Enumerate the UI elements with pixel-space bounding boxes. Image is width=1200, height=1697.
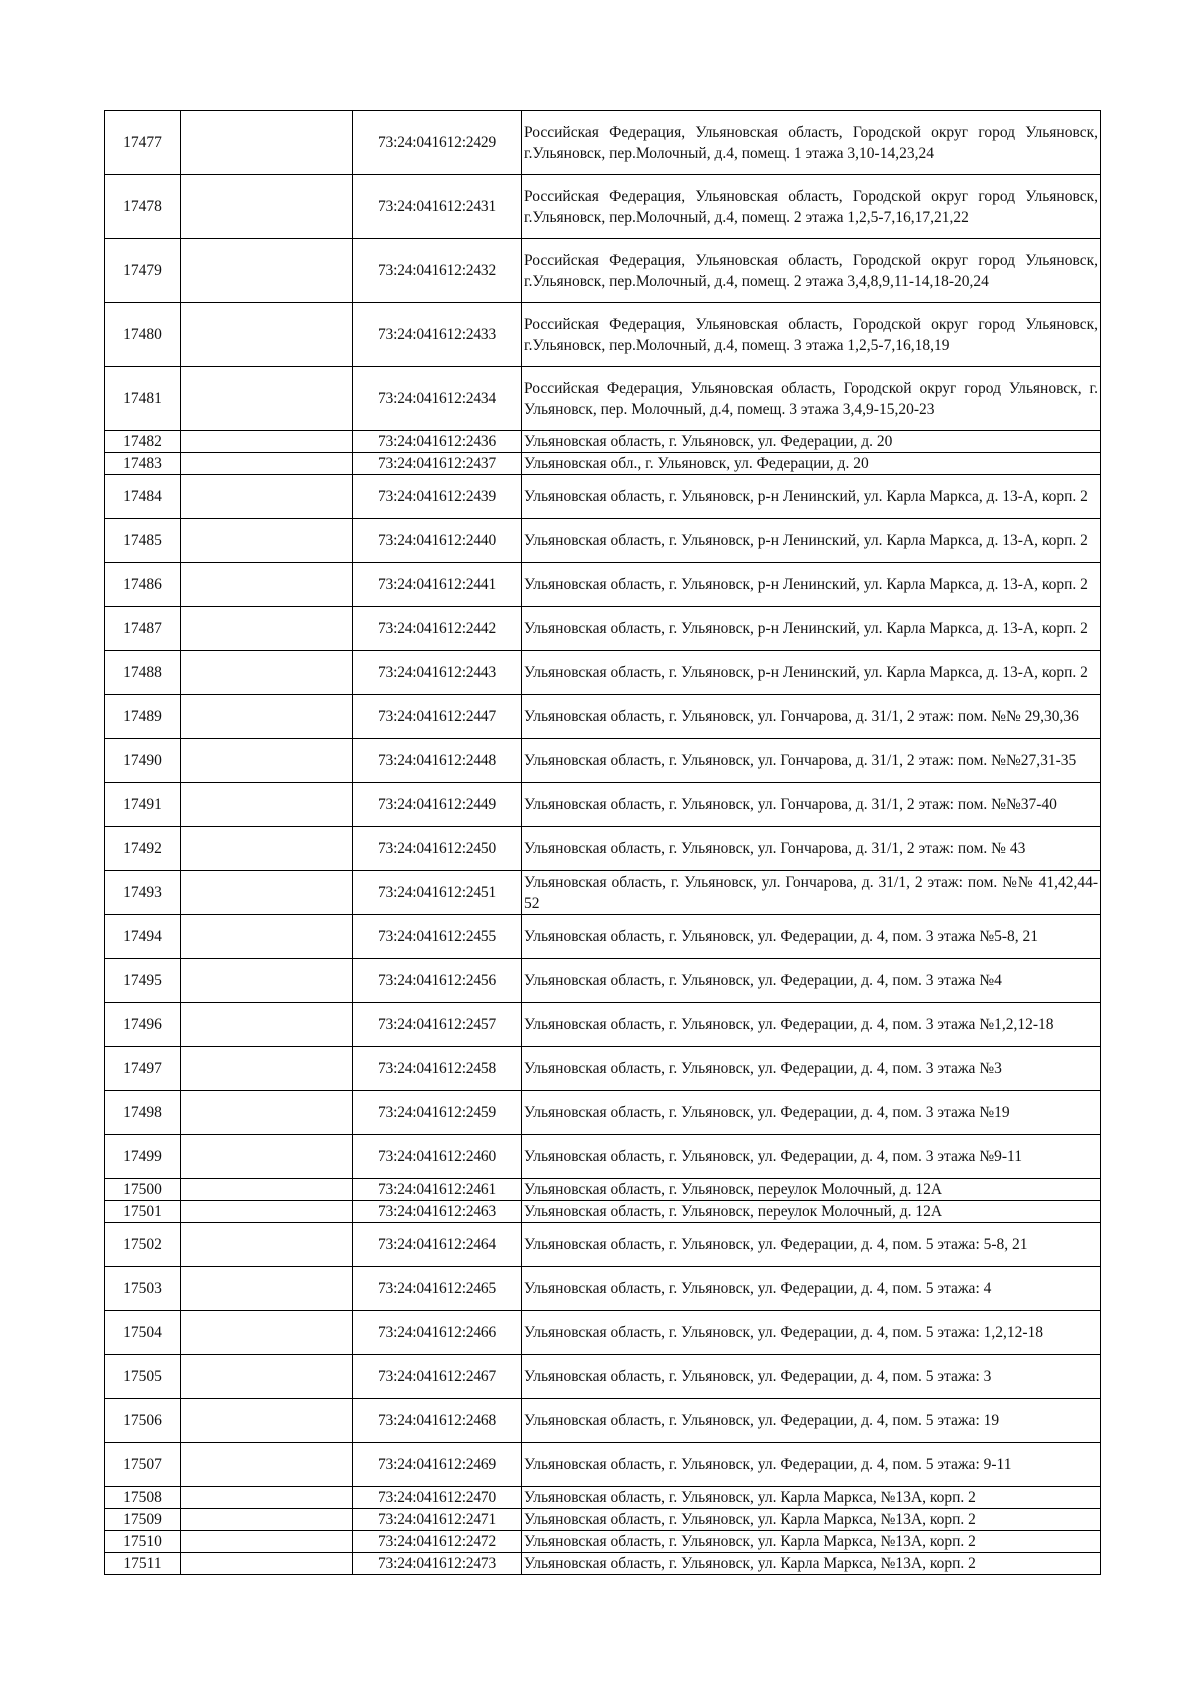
address-cell: Ульяновская область, г. Ульяновск, ул. Федерации, д. 4, пом. 5 этажа: 5-8, 21 — [522, 1223, 1101, 1267]
empty-cell — [181, 1201, 353, 1223]
empty-cell — [181, 1179, 353, 1201]
empty-cell — [181, 367, 353, 431]
table-row — [105, 1223, 1101, 1267]
table-row — [105, 239, 1101, 303]
address-cell: Ульяновская область, г. Ульяновск, ул. Гончарова, д. 31/1, 2 этаж: пом. №№ 29,30,36 — [522, 695, 1101, 739]
cadastral-number-cell: 73:24:041612:2459 — [353, 1091, 522, 1135]
address-cell: Ульяновская область, г. Ульяновск, ул. Гончарова, д. 31/1, 2 этаж: пом. №№27,31-35 — [522, 739, 1101, 783]
row-number-cell: 17508 — [105, 1487, 181, 1509]
row-number-cell: 17491 — [105, 783, 181, 827]
cadastral-number-cell: 73:24:041612:2437 — [353, 453, 522, 475]
table-row — [105, 1311, 1101, 1355]
cadastral-number-cell: 73:24:041612:2436 — [353, 431, 522, 453]
empty-cell — [181, 783, 353, 827]
address-cell: Ульяновская область, г. Ульяновск, ул. Гончарова, д. 31/1, 2 этаж: пом. №№ 41,42,44-52 — [522, 871, 1101, 915]
cadastral-number-cell: 73:24:041612:2450 — [353, 827, 522, 871]
cadastral-number-cell: 73:24:041612:2461 — [353, 1179, 522, 1201]
address-cell: Ульяновская область, г. Ульяновск, ул. Федерации, д. 4, пом. 3 этажа №9-11 — [522, 1135, 1101, 1179]
table-row — [105, 827, 1101, 871]
cadastral-number-cell: 73:24:041612:2467 — [353, 1355, 522, 1399]
cadastral-number-cell: 73:24:041612:2443 — [353, 651, 522, 695]
empty-cell — [181, 1487, 353, 1509]
table-row — [105, 475, 1101, 519]
address-cell: Ульяновская область, г. Ульяновск, переулок Молочный, д. 12А — [522, 1179, 1101, 1201]
address-cell: Ульяновская область, г. Ульяновск, ул. Федерации, д. 4, пом. 3 этажа №5-8, 21 — [522, 915, 1101, 959]
empty-cell — [181, 1091, 353, 1135]
cadastral-number-cell: 73:24:041612:2456 — [353, 959, 522, 1003]
table-row — [105, 453, 1101, 475]
table-row — [105, 1179, 1101, 1201]
address-cell: Ульяновская область, г. Ульяновск, ул. Федерации, д. 4, пом. 5 этажа: 1,2,12-18 — [522, 1311, 1101, 1355]
cadastral-number-cell: 73:24:041612:2460 — [353, 1135, 522, 1179]
empty-cell — [181, 1531, 353, 1553]
empty-cell — [181, 651, 353, 695]
table-row — [105, 1509, 1101, 1531]
table-row — [105, 871, 1101, 915]
address-cell: Ульяновская область, г. Ульяновск, ул. Федерации, д. 4, пом. 5 этажа: 9-11 — [522, 1443, 1101, 1487]
row-number-cell: 17496 — [105, 1003, 181, 1047]
table-row — [105, 303, 1101, 367]
row-number-cell: 17490 — [105, 739, 181, 783]
row-number-cell: 17509 — [105, 1509, 181, 1531]
row-number-cell: 17483 — [105, 453, 181, 475]
empty-cell — [181, 475, 353, 519]
address-cell: Российская Федерация, Ульяновская область, Городской округ город Ульяновск, г.Ульяновск, пер.Молочный, д.4, помещ. 1 этажа 3,10-14,23,24 — [522, 111, 1101, 175]
address-cell: Ульяновская область, г. Ульяновск, ул. Федерации, д. 4, пом. 5 этажа: 3 — [522, 1355, 1101, 1399]
table-row — [105, 739, 1101, 783]
cadastral-number-cell: 73:24:041612:2471 — [353, 1509, 522, 1531]
cadastral-number-cell: 73:24:041612:2466 — [353, 1311, 522, 1355]
empty-cell — [181, 607, 353, 651]
empty-cell — [181, 431, 353, 453]
cadastral-number-cell: 73:24:041612:2432 — [353, 239, 522, 303]
table-row — [105, 607, 1101, 651]
row-number-cell: 17506 — [105, 1399, 181, 1443]
cadastral-number-cell: 73:24:041612:2451 — [353, 871, 522, 915]
address-cell: Ульяновская область, г. Ульяновск, ул. Федерации, д. 4, пом. 3 этажа №3 — [522, 1047, 1101, 1091]
row-number-cell: 17510 — [105, 1531, 181, 1553]
table-row — [105, 1003, 1101, 1047]
empty-cell — [181, 739, 353, 783]
address-cell: Ульяновская обл., г. Ульяновск, ул. Федерации, д. 20 — [522, 453, 1101, 475]
row-number-cell: 17503 — [105, 1267, 181, 1311]
cadastral-number-cell: 73:24:041612:2468 — [353, 1399, 522, 1443]
table-row — [105, 1553, 1101, 1575]
registry-table — [104, 110, 1101, 1575]
cadastral-number-cell: 73:24:041612:2434 — [353, 367, 522, 431]
row-number-cell: 17507 — [105, 1443, 181, 1487]
row-number-cell: 17487 — [105, 607, 181, 651]
cadastral-number-cell: 73:24:041612:2447 — [353, 695, 522, 739]
table-row — [105, 519, 1101, 563]
row-number-cell: 17501 — [105, 1201, 181, 1223]
table-row — [105, 367, 1101, 431]
row-number-cell: 17482 — [105, 431, 181, 453]
table-row — [105, 1201, 1101, 1223]
row-number-cell: 17502 — [105, 1223, 181, 1267]
address-cell: Ульяновская область, г. Ульяновск, р-н Ленинский, ул. Карла Маркса, д. 13-А, корп. 2 — [522, 475, 1101, 519]
row-number-cell: 17511 — [105, 1553, 181, 1575]
table-row — [105, 915, 1101, 959]
table-row — [105, 1135, 1101, 1179]
address-cell: Ульяновская область, г. Ульяновск, р-н Ленинский, ул. Карла Маркса, д. 13-А, корп. 2 — [522, 651, 1101, 695]
empty-cell — [181, 915, 353, 959]
address-cell: Ульяновская область, г. Ульяновск, ул. Федерации, д. 4, пом. 5 этажа: 19 — [522, 1399, 1101, 1443]
table-row — [105, 695, 1101, 739]
address-cell: Российская Федерация, Ульяновская область, Городской округ город Ульяновск, г.Ульяновск, пер.Молочный, д.4, помещ. 2 этажа 1,2,5-7,16,17,21,22 — [522, 175, 1101, 239]
row-number-cell: 17481 — [105, 367, 181, 431]
address-cell: Ульяновская область, г. Ульяновск, ул. Гончарова, д. 31/1, 2 этаж: пом. №№37-40 — [522, 783, 1101, 827]
table-row — [105, 1443, 1101, 1487]
table-row — [105, 1531, 1101, 1553]
row-number-cell: 17486 — [105, 563, 181, 607]
cadastral-number-cell: 73:24:041612:2441 — [353, 563, 522, 607]
row-number-cell: 17485 — [105, 519, 181, 563]
address-cell: Российская Федерация, Ульяновская область, Городской округ город Ульяновск, г.Ульяновск, пер.Молочный, д.4, помещ. 2 этажа 3,4,8,9,11-14,18-20,24 — [522, 239, 1101, 303]
address-cell: Российская Федерация, Ульяновская область, Городской округ город Ульяновск, г.Ульяновск, пер.Молочный, д.4, помещ. 3 этажа 1,2,5-7,16,18,19 — [522, 303, 1101, 367]
address-cell: Ульяновская область, г. Ульяновск, ул. Федерации, д. 4, пом. 3 этажа №19 — [522, 1091, 1101, 1135]
cadastral-number-cell: 73:24:041612:2457 — [353, 1003, 522, 1047]
table-row — [105, 1091, 1101, 1135]
table-row — [105, 1487, 1101, 1509]
cadastral-number-cell: 73:24:041612:2470 — [353, 1487, 522, 1509]
address-cell: Ульяновская область, г. Ульяновск, р-н Ленинский, ул. Карла Маркса, д. 13-А, корп. 2 — [522, 563, 1101, 607]
empty-cell — [181, 871, 353, 915]
empty-cell — [181, 1047, 353, 1091]
row-number-cell: 17495 — [105, 959, 181, 1003]
row-number-cell: 17499 — [105, 1135, 181, 1179]
empty-cell — [181, 1003, 353, 1047]
table-row — [105, 959, 1101, 1003]
row-number-cell: 17498 — [105, 1091, 181, 1135]
empty-cell — [181, 1553, 353, 1575]
table-row — [105, 1355, 1101, 1399]
table-row — [105, 651, 1101, 695]
empty-cell — [181, 959, 353, 1003]
empty-cell — [181, 1267, 353, 1311]
empty-cell — [181, 1399, 353, 1443]
row-number-cell: 17500 — [105, 1179, 181, 1201]
table-row — [105, 431, 1101, 453]
empty-cell — [181, 453, 353, 475]
address-cell: Ульяновская область, г. Ульяновск, ул. Федерации, д. 4, пом. 5 этажа: 4 — [522, 1267, 1101, 1311]
row-number-cell: 17484 — [105, 475, 181, 519]
empty-cell — [181, 111, 353, 175]
table-row — [105, 1399, 1101, 1443]
row-number-cell: 17479 — [105, 239, 181, 303]
row-number-cell: 17497 — [105, 1047, 181, 1091]
empty-cell — [181, 695, 353, 739]
address-cell: Ульяновская область, г. Ульяновск, ул. Федерации, д. 4, пом. 3 этажа №1,2,12-18 — [522, 1003, 1101, 1047]
table-row — [105, 111, 1101, 175]
cadastral-number-cell: 73:24:041612:2458 — [353, 1047, 522, 1091]
cadastral-number-cell: 73:24:041612:2440 — [353, 519, 522, 563]
cadastral-number-cell: 73:24:041612:2473 — [353, 1553, 522, 1575]
row-number-cell: 17493 — [105, 871, 181, 915]
row-number-cell: 17478 — [105, 175, 181, 239]
cadastral-number-cell: 73:24:041612:2464 — [353, 1223, 522, 1267]
address-cell: Ульяновская область, г. Ульяновск, ул. Карла Маркса, №13А, корп. 2 — [522, 1531, 1101, 1553]
empty-cell — [181, 1311, 353, 1355]
row-number-cell: 17504 — [105, 1311, 181, 1355]
cadastral-number-cell: 73:24:041612:2455 — [353, 915, 522, 959]
row-number-cell: 17505 — [105, 1355, 181, 1399]
cadastral-number-cell: 73:24:041612:2465 — [353, 1267, 522, 1311]
address-cell: Российская Федерация, Ульяновская область, Городской округ город Ульяновск, г. Ульяновск, пер. Молочный, д.4, помещ. 3 этажа 3,4,9-15,20-23 — [522, 367, 1101, 431]
empty-cell — [181, 1443, 353, 1487]
address-cell: Ульяновская область, г. Ульяновск, ул. Федерации, д. 20 — [522, 431, 1101, 453]
table-row — [105, 1267, 1101, 1311]
cadastral-number-cell: 73:24:041612:2448 — [353, 739, 522, 783]
registry-table-body — [105, 111, 1101, 1575]
table-row — [105, 1047, 1101, 1091]
address-cell: Ульяновская область, г. Ульяновск, ул. Карла Маркса, №13А, корп. 2 — [522, 1509, 1101, 1531]
row-number-cell: 17494 — [105, 915, 181, 959]
empty-cell — [181, 1135, 353, 1179]
row-number-cell: 17477 — [105, 111, 181, 175]
cadastral-number-cell: 73:24:041612:2469 — [353, 1443, 522, 1487]
empty-cell — [181, 239, 353, 303]
empty-cell — [181, 303, 353, 367]
address-cell: Ульяновская область, г. Ульяновск, ул. Карла Маркса, №13А, корп. 2 — [522, 1553, 1101, 1575]
cadastral-number-cell: 73:24:041612:2431 — [353, 175, 522, 239]
address-cell: Ульяновская область, г. Ульяновск, переулок Молочный, д. 12А — [522, 1201, 1101, 1223]
table-row — [105, 175, 1101, 239]
empty-cell — [181, 1355, 353, 1399]
table-row — [105, 783, 1101, 827]
row-number-cell: 17480 — [105, 303, 181, 367]
empty-cell — [181, 1509, 353, 1531]
address-cell: Ульяновская область, г. Ульяновск, р-н Ленинский, ул. Карла Маркса, д. 13-А, корп. 2 — [522, 519, 1101, 563]
address-cell: Ульяновская область, г. Ульяновск, ул. Гончарова, д. 31/1, 2 этаж: пом. № 43 — [522, 827, 1101, 871]
empty-cell — [181, 563, 353, 607]
cadastral-number-cell: 73:24:041612:2449 — [353, 783, 522, 827]
empty-cell — [181, 1223, 353, 1267]
cadastral-number-cell: 73:24:041612:2433 — [353, 303, 522, 367]
address-cell: Ульяновская область, г. Ульяновск, ул. Федерации, д. 4, пом. 3 этажа №4 — [522, 959, 1101, 1003]
address-cell: Ульяновская область, г. Ульяновск, р-н Ленинский, ул. Карла Маркса, д. 13-А, корп. 2 — [522, 607, 1101, 651]
cadastral-number-cell: 73:24:041612:2442 — [353, 607, 522, 651]
table-row — [105, 563, 1101, 607]
cadastral-number-cell: 73:24:041612:2472 — [353, 1531, 522, 1553]
row-number-cell: 17488 — [105, 651, 181, 695]
empty-cell — [181, 175, 353, 239]
row-number-cell: 17492 — [105, 827, 181, 871]
cadastral-number-cell: 73:24:041612:2439 — [353, 475, 522, 519]
empty-cell — [181, 827, 353, 871]
cadastral-number-cell: 73:24:041612:2463 — [353, 1201, 522, 1223]
row-number-cell: 17489 — [105, 695, 181, 739]
address-cell: Ульяновская область, г. Ульяновск, ул. Карла Маркса, №13А, корп. 2 — [522, 1487, 1101, 1509]
cadastral-number-cell: 73:24:041612:2429 — [353, 111, 522, 175]
empty-cell — [181, 519, 353, 563]
